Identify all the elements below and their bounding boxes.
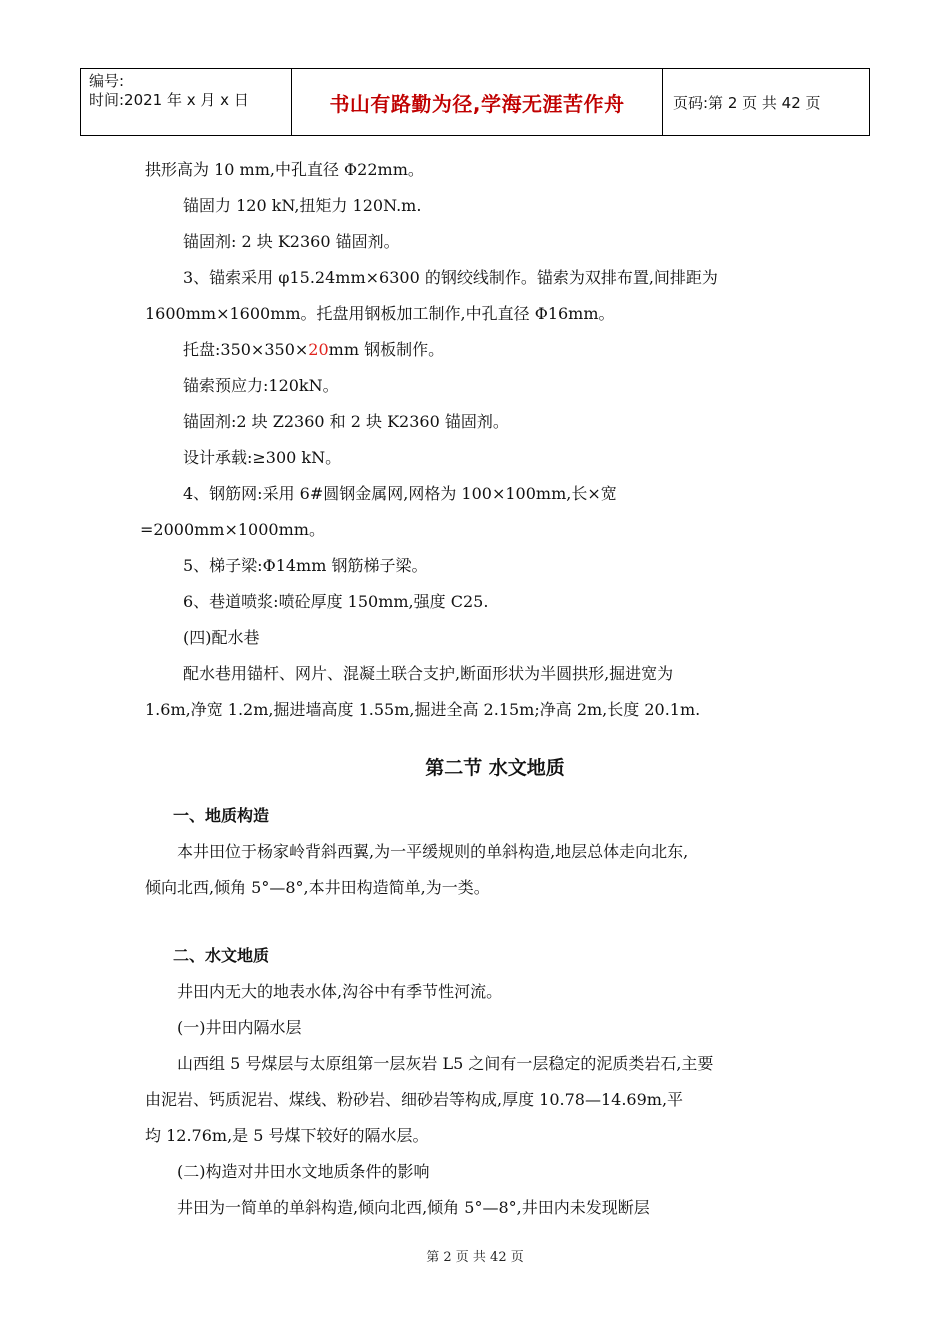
body-line: 山西组 5 号煤层与太原组第一层灰岩 L5 之间有一层稳定的泥质类岩石,主要 [177, 1054, 714, 1073]
header-meta [81, 69, 292, 136]
body-line: 3、锚索采用 φ15.24mm×6300 的钢绞线制作。锚索为双排布置,间排距为 [183, 268, 718, 287]
tray-thickness-highlight: 20 [308, 340, 329, 359]
body-line: 拱形高为 10 mm,中孔直径 Φ22mm。 [145, 160, 424, 179]
page-header [80, 68, 870, 136]
body-line: 配水巷用锚杆、网片、混凝土联合支护,断面形状为半圆拱形,掘进宽为 [183, 664, 674, 683]
body-line: 井田为一简单的单斜构造,倾向北西,倾角 5°—8°,井田内未发现断层 [177, 1198, 650, 1217]
time-label: 时间:2021 年 x 月 x 日 [89, 91, 249, 109]
body-line: (一)井田内隔水层 [177, 1018, 302, 1037]
body-line: 由泥岩、钙质泥岩、煤线、粉砂岩、细砂岩等构成,厚度 10.78—14.69m,平 [145, 1090, 684, 1109]
body-line: 锚固剂:2 块 Z2360 和 2 块 K2360 锚固剂。 [183, 412, 509, 431]
heading-hydrogeology: 二、水文地质 [173, 946, 270, 965]
section-title: 第二节 水文地质 [425, 757, 565, 779]
tray-text: 托盘:350×350× [183, 340, 309, 359]
body-line: (二)构造对井田水文地质条件的影响 [177, 1162, 430, 1181]
body-line: 倾向北西,倾角 5°—8°,本井田构造简单,为一类。 [145, 878, 490, 897]
body-line: 6、巷道喷浆:喷砼厚度 150mm,强度 C25. [183, 592, 489, 611]
body-line: =2000mm×1000mm。 [140, 520, 325, 539]
body-line: 本井田位于杨家岭背斜西翼,为一平缓规则的单斜构造,地层总体走向北东, [177, 842, 689, 861]
body-line: 井田内无大的地表水体,沟谷中有季节性河流。 [177, 982, 503, 1001]
tray-text-end: mm 钢板制作。 [328, 340, 445, 359]
body-line: 锚固剂: 2 块 K2360 锚固剂。 [183, 232, 400, 251]
page-footer: 第 2 页 共 42 页 [426, 1250, 524, 1265]
body-line: 设计承载:≥300 kN。 [183, 448, 342, 467]
heading-geology-structure: 一、地质构造 [173, 806, 270, 825]
body-line: 1.6m,净宽 1.2m,掘进墙高度 1.55m,掘进全高 2.15m;净高 2m,长度 20.1m. [145, 700, 701, 719]
body-line-tray [145, 332, 825, 368]
body-line: 1600mm×1600mm。托盘用钢板加工制作,中孔直径 Φ16mm。 [145, 304, 615, 323]
body-line: 锚固力 120 kN,扭矩力 120N.m. [183, 196, 422, 215]
header-page-info: 页码:第 2 页 共 42 页 [663, 69, 870, 136]
body-line: 均 12.76m,是 5 号煤下较好的隔水层。 [145, 1126, 429, 1145]
document-body [140, 152, 825, 1226]
body-line: (四)配水巷 [183, 628, 260, 647]
body-line: 锚索预应力:120kN。 [183, 376, 339, 395]
number-label: 编号: [89, 72, 125, 90]
header-motto: 书山有路勤为径,学海无涯苦作舟 [292, 69, 663, 136]
body-line: 5、梯子梁:Φ14mm 钢筋梯子梁。 [183, 556, 428, 575]
body-line: 4、钢筋网:采用 6#圆钢金属网,网格为 100×100mm,长×宽 [183, 484, 617, 503]
